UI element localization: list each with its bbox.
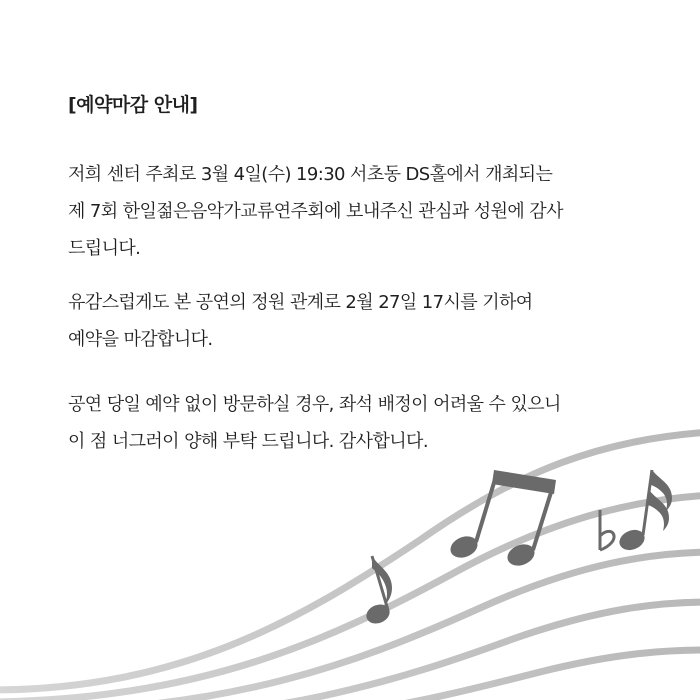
staff-line: [130, 650, 700, 700]
staff-line: [10, 552, 700, 700]
paragraph-line: 유감스럽게도 본 공연의 정원 관계로 2월 27일 17시를 기하여: [68, 292, 533, 313]
flat-sign-icon: [600, 510, 614, 550]
staff-lines-graphic: [0, 432, 700, 700]
eighth-note-icon: [364, 556, 393, 627]
notice-paragraph-deadline: [68, 284, 533, 358]
paragraph-line: 드립니다.: [68, 238, 141, 259]
paragraph-line: 제 7회 한일젊은음악가교류연주회에 보내주신 관심과 성원에 감사: [68, 201, 563, 222]
staff-line: [60, 602, 700, 700]
staff-line: [0, 432, 700, 690]
paragraph-line: 저희 센터 주최로 3월 4일(수) 19:30 서초동 DS홀에서 개최되는: [68, 164, 553, 185]
beamed-notes-icon: [447, 470, 556, 570]
notice-paragraph-walkin: [68, 386, 561, 460]
notice-title: [예약마감 안내]: [68, 94, 198, 116]
sixteenth-note-icon: [616, 470, 672, 554]
staff-line: [0, 495, 700, 700]
paragraph-line: 공연 당일 예약 없이 방문하실 경우, 좌석 배정이 어려울 수 있으니: [68, 394, 561, 415]
paragraph-line: 이 점 너그러이 양해 부탁 드립니다. 감사합니다.: [68, 431, 428, 452]
notice-paragraph-thanks: [68, 156, 563, 267]
paragraph-line: 예약을 마감합니다.: [68, 329, 213, 350]
